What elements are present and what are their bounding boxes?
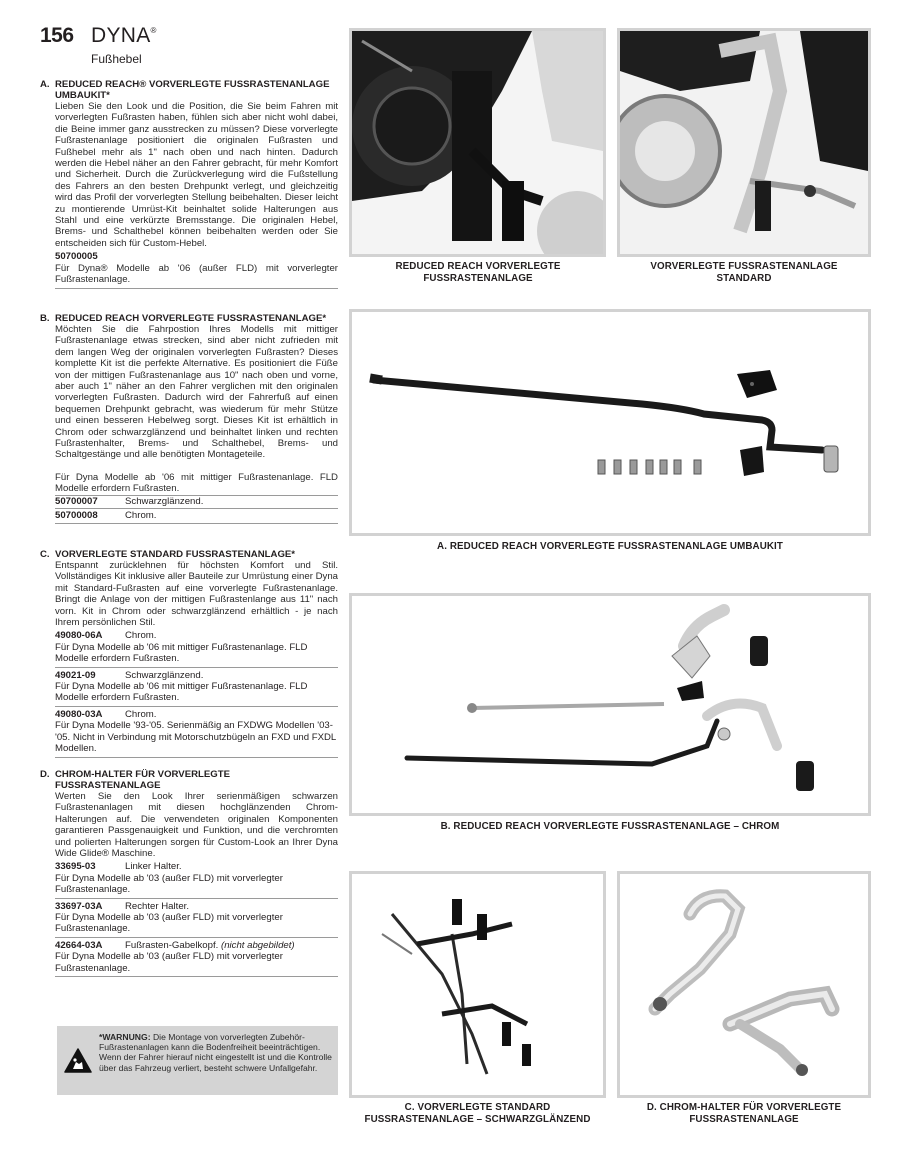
registered-mark: ® [150,26,157,35]
caption-photo-2: VORVERLEGTE FUSSRASTENANLAGE STANDARD [650,261,838,284]
section-c [40,549,338,760]
photo-standard-bike [617,28,871,257]
part-row: 42664-03A Fußrasten-Gabelkopf. (nicht abgebildet) Für Dyna Modelle ab '03 (außer FLD) mit vorverlegter Fußrastenanlage. [55,940,338,977]
divider [55,288,338,289]
photo-kit-d [617,871,871,1098]
part-row: 50700008 Chrom. [55,510,338,523]
photo-reduced-reach-bike [349,28,606,257]
caption-photo-c: C. VORVERLEGTE STANDARD FUSSRASTENANLAGE – SCHWARZGLÄNZEND [364,1102,591,1125]
warning-icon [64,1048,92,1073]
caption-photo-1: REDUCED REACH VORVERLEGTE FUSSRASTENANLAGE [395,261,561,284]
warning-text: *WARNUNG: Die Montage von vorverlegten Zubehör-Fußrastenanlagen kann die Bodenfreiheit beeinträchtigen. Wenn der Fahrer hierauf nicht eingestellt ist und die Kontrolle über das Fahrzeug verliert, besteht schwere Unfallgefahr. [99,1032,332,1073]
section-c-heading: C. VORVERLEGTE STANDARD FUSSRASTENANLAGE* [40,549,296,560]
photo-kit-c [349,871,606,1098]
photo-kit-a [349,309,871,536]
section-b [40,313,338,525]
section-d-text: Werten Sie den Look Ihrer serienmäßigen schwarzen Fußrastenanlagen mit diesen hochglänzenden Chrom-Halterungen auf. Die verwendeten originalen Komponenten garantieren Passgenauigkeit und Funktion, und die verchromten und polierten Halterungen sorgen für Custom-Look an Ihrer Dyna Wide Glide® Maschine. [55,791,338,860]
part-row: 49021-09 Schwarzglänzend. Für Dyna Modelle ab '06 mit mittiger Fußrastenanlage. FLD Modelle erfordern Fußrasten. [55,670,338,707]
part-row: 50700007 Schwarzglänzend. [55,495,338,509]
part-fitment: Für Dyna® Modelle ab '06 (außer FLD) mit vorverlegter Fußrastenanlage. [55,262,338,286]
caption-photo-b: B. REDUCED REACH VORVERLEGTE FUSSRASTENANLAGE – CHROM [440,821,780,832]
section-c-text: Entspannt zurücklehnen für höchsten Komfort und Stil. Vollständiges Kit inklusive aller Bauteile zur Umrüstung einer Dyna mit Standard-Fußrasten auf eine vorverlegte Fußrastenanlage. Bringt die Anlage von der mittigen Fußrastenlange aus 11" nach vorn. Kit in Chrom oder schwarzglänzend erhältlich - je nach Ihrem persönlichen Stil. [55,560,338,629]
part-row: 49080-03A Chrom. Für Dyna Modelle '93-'05. Serienmäßig an FXDWG Modellen '03-'05. Nicht in Verbindung mit Motorschutzbügeln an FXD und FXDL Modellen. [55,709,338,758]
part-row: 49080-06A Chrom. Für Dyna Modelle ab '06 mit mittiger Fußrastenanlage. FLD Modelle erfordern Fußrasten. [55,630,338,667]
caption-photo-a: A. REDUCED REACH VORVERLEGTE FUSSRASTENANLAGE UMBAUKIT [437,541,783,552]
page-number: 156 [40,24,74,47]
section-b-text: Möchten Sie die Fahrpostion Ihres Modells mit mittiger Fußrastenanlage etwas strecken, sind aber nicht zufrieden mit dem langen Weg der originalen vorverlegten Fußrasten? Dieses komplette Kit ist die perfekte Alternative. Es positioniert die Füße von der mittigen Fußrastenanlage aus 10" nach oben und vorne, aber auch 1" näher an den Fahrer verglichen mit den originalen vorverlegten Fußrasten. Dadurch wird der Fahrerfuß auf einen bequemen Drehpunkt gebracht, was wiederum für mehr Stütze und einen besseren Hebelweg sorgt. Dieses Kit ist erhältlich in Chrom oder schwarzglänzend und beinhaltet linken und rechten Fußrastenhalter, Brems- und Schalthebel, Brems- und Schaltgestänge und alle benötigten Montageteile. [55,324,338,461]
part-row: 33695-03 Linker Halter. Für Dyna Modelle ab '03 (außer FLD) mit vorverlegter Fußrastenanlage. [55,861,338,898]
part-number: 50700005 [55,251,98,263]
part-row: 33697-03A Rechter Halter. Für Dyna Modelle ab '03 (außer FLD) mit vorverlegter Fußrastenanlage. [55,901,338,938]
section-b-heading: B. REDUCED REACH VORVERLEGTE FUSSRASTENANLAGE* [40,313,327,324]
section-d-heading: D. CHROM-HALTER FÜR VORVERLEGTE FUSSRASTENANLAGE [40,769,230,791]
page-subtitle: Fußhebel [91,52,142,66]
section-b-fitment: Für Dyna Modelle ab '06 mit mittiger Fußrastenanlage. FLD Modelle erfordern Fußrasten. [55,471,338,495]
section-a-heading: A. REDUCED REACH® VORVERLEGTE FUSSRASTENANLAGE UMBAUKIT* [40,79,330,101]
section-d [40,769,338,979]
page-title: DYNA® [91,24,157,47]
section-a-text: Lieben Sie den Look und die Position, die Sie beim Fahren mit vorverlegten Fußrasten haben, fühlen sich aber nicht wohl dabei, die Beine immer ganz ausstrecken zu müssen? Diese vorverlegte Fußrastenanlage positioniert die originalen Fußrasten und Fußhebel mehr als 1" nach oben und nach hinten. Dadurch werden die Hebel näher an den Fahrer gebracht, für mehr Komfort und Sicherheit. Durch die Zurückverlegung wird die Fußstellung des Fahrers an den besten Drehpunkt verlegt, und gleichzeitig wird das Profil der vorverlegten Stellung beibehalten. Dieser leicht zu montierende Umrüst-Kit beinhaltet solide Halterungen aus Stahl und eine verkürzte Bremsstange. Die originalen Hebel, Brems- und Schalthebel können beibehalten werden oder Sie entscheiden sich für Custom-Hebel. [55,101,338,249]
warning-box [57,1026,338,1095]
caption-photo-d: D. CHROM-HALTER FÜR VORVERLEGTE FUSSRASTENANLAGE [646,1102,842,1125]
photo-kit-b [349,593,871,816]
section-a [40,79,338,289]
